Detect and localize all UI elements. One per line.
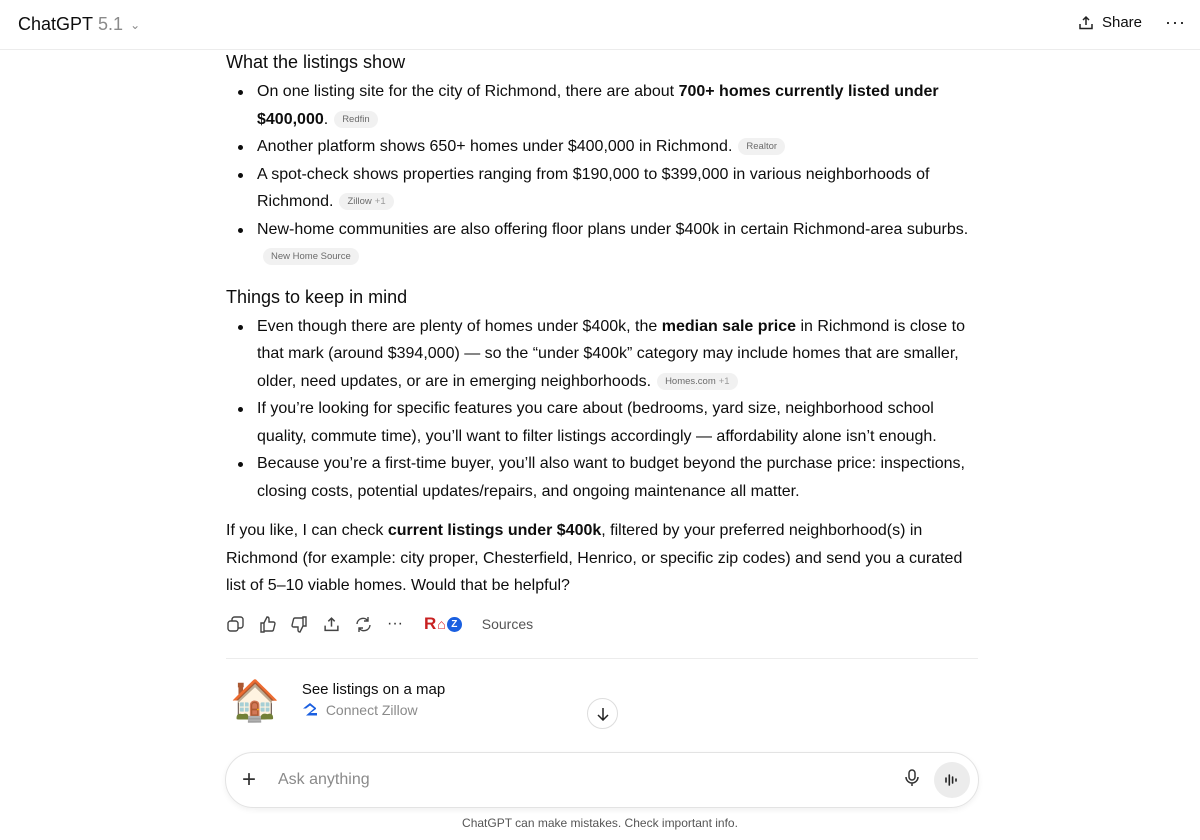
text-segment: If you’re looking for specific features you care about (bedrooms, yard size, neighborhood school quality, commute time), you’ll want to filter listings accordingly — affordability alone isn’t enough. [257, 400, 937, 445]
redfin-icon: R [424, 614, 437, 633]
share-label: Share [1101, 14, 1142, 31]
disclaimer: ChatGPT can make mistakes. Check important info. [462, 816, 738, 830]
waveform-icon [944, 772, 960, 788]
connect-zillow-label: Connect Zillow [325, 702, 418, 718]
top-bar [0, 0, 1200, 50]
message-actions [226, 614, 533, 634]
source-chip-label: Realtor [746, 141, 778, 152]
share-icon[interactable] [322, 615, 340, 633]
bold-text: median sale price [661, 317, 797, 335]
section-heading: What the listings show [226, 52, 406, 72]
map-card-title[interactable]: See listings on a map [301, 681, 446, 698]
zillow-logo-icon [302, 702, 318, 718]
more-options-icon[interactable]: ··· [1165, 12, 1186, 32]
house-icon: 🏠 [230, 679, 280, 723]
composer [225, 752, 979, 808]
map-listings-card[interactable] [230, 678, 445, 724]
bullet-list [226, 313, 980, 506]
text-segment: On one listing site for the city of Richmond, there are about [257, 83, 679, 100]
source-chip[interactable] [263, 248, 359, 265]
connect-zillow-button[interactable] [302, 702, 445, 718]
closing-paragraph [226, 517, 980, 600]
app-title: ChatGPT [18, 14, 94, 34]
text-segment: in Richmond is close to that mark (around $394,000) — so the “under $400k” category may include homes that are smaller, older, need updates, or are in emerging neighborhoods. [257, 317, 965, 390]
zillow-icon: Z [447, 617, 462, 632]
source-chip[interactable] [339, 193, 393, 210]
share-icon [1078, 15, 1094, 31]
text-segment: Another platform shows 650+ homes under $400,000 in Richmond. [257, 138, 733, 155]
source-chip-label: New Home Source [271, 251, 351, 262]
list-item [226, 216, 980, 271]
voice-mode-button[interactable] [934, 762, 970, 798]
add-attachment-icon[interactable]: + [242, 766, 257, 793]
source-chip-label: Homes.com [665, 375, 716, 387]
text-segment: Even though there are plenty of homes under $400k, the [257, 317, 662, 335]
list-item [226, 395, 980, 450]
list-item [226, 133, 980, 161]
list-item [226, 450, 980, 505]
realtor-icon: ⌂ [437, 616, 446, 632]
more-actions-icon[interactable]: ··· [387, 615, 403, 632]
list-item [226, 78, 980, 133]
share-button[interactable] [1078, 14, 1142, 31]
thumbs-up-icon[interactable] [258, 615, 276, 633]
text-segment: . [323, 110, 329, 128]
assistant-message [226, 48, 980, 600]
sources-button[interactable]: Sources [481, 616, 534, 632]
message-input[interactable] [278, 771, 904, 789]
source-chip[interactable] [657, 373, 738, 390]
thumbs-down-icon[interactable] [290, 615, 308, 633]
source-icons[interactable] [424, 614, 462, 634]
source-chip-label: Zillow [347, 196, 372, 207]
source-chip-count: +1 [374, 196, 386, 207]
source-chip-count: +1 [718, 375, 730, 387]
bold-text: 700+ homes currently listed under $400,000 [257, 83, 939, 128]
text-segment: A spot-check shows properties ranging from $190,000 to $399,000 in various neighborhoods of Richmond. [257, 165, 930, 210]
model-version: 5.1 [98, 14, 124, 34]
text-segment: If you like, I can check [226, 522, 388, 539]
section-heading: Things to keep in mind [226, 286, 408, 307]
list-item [226, 313, 980, 396]
bullet-list [226, 78, 980, 271]
source-chip-label: Redfin [342, 113, 370, 125]
divider [226, 658, 978, 659]
chevron-down-icon: ⌄ [130, 17, 141, 32]
text-segment: , filtered by your preferred neighborhood(s) in Richmond (for example: city proper, Chesterfield, Henrico, or specific zip codes) and send you a curated list of 5–10 viable homes. Would that be helpful? [226, 522, 963, 594]
model-selector[interactable] [18, 14, 140, 35]
text-segment: New-home communities are also offering floor plans under $400k in certain Richmond-area suburbs. [257, 220, 969, 238]
list-item [226, 161, 980, 216]
copy-icon[interactable] [226, 615, 244, 633]
regenerate-icon[interactable] [354, 615, 372, 633]
microphone-icon[interactable] [904, 769, 920, 792]
bold-text: current listings under $400k [387, 522, 602, 539]
source-chip[interactable] [334, 111, 377, 128]
arrow-down-icon [596, 707, 610, 721]
text-segment: Because you’re a first-time buyer, you’ll also want to budget beyond the purchase price: inspections, closing costs, potential updates/repairs, and ongoing maintenance all matter. [257, 455, 965, 500]
scroll-down-button[interactable] [587, 698, 618, 729]
source-chip[interactable] [738, 138, 785, 155]
